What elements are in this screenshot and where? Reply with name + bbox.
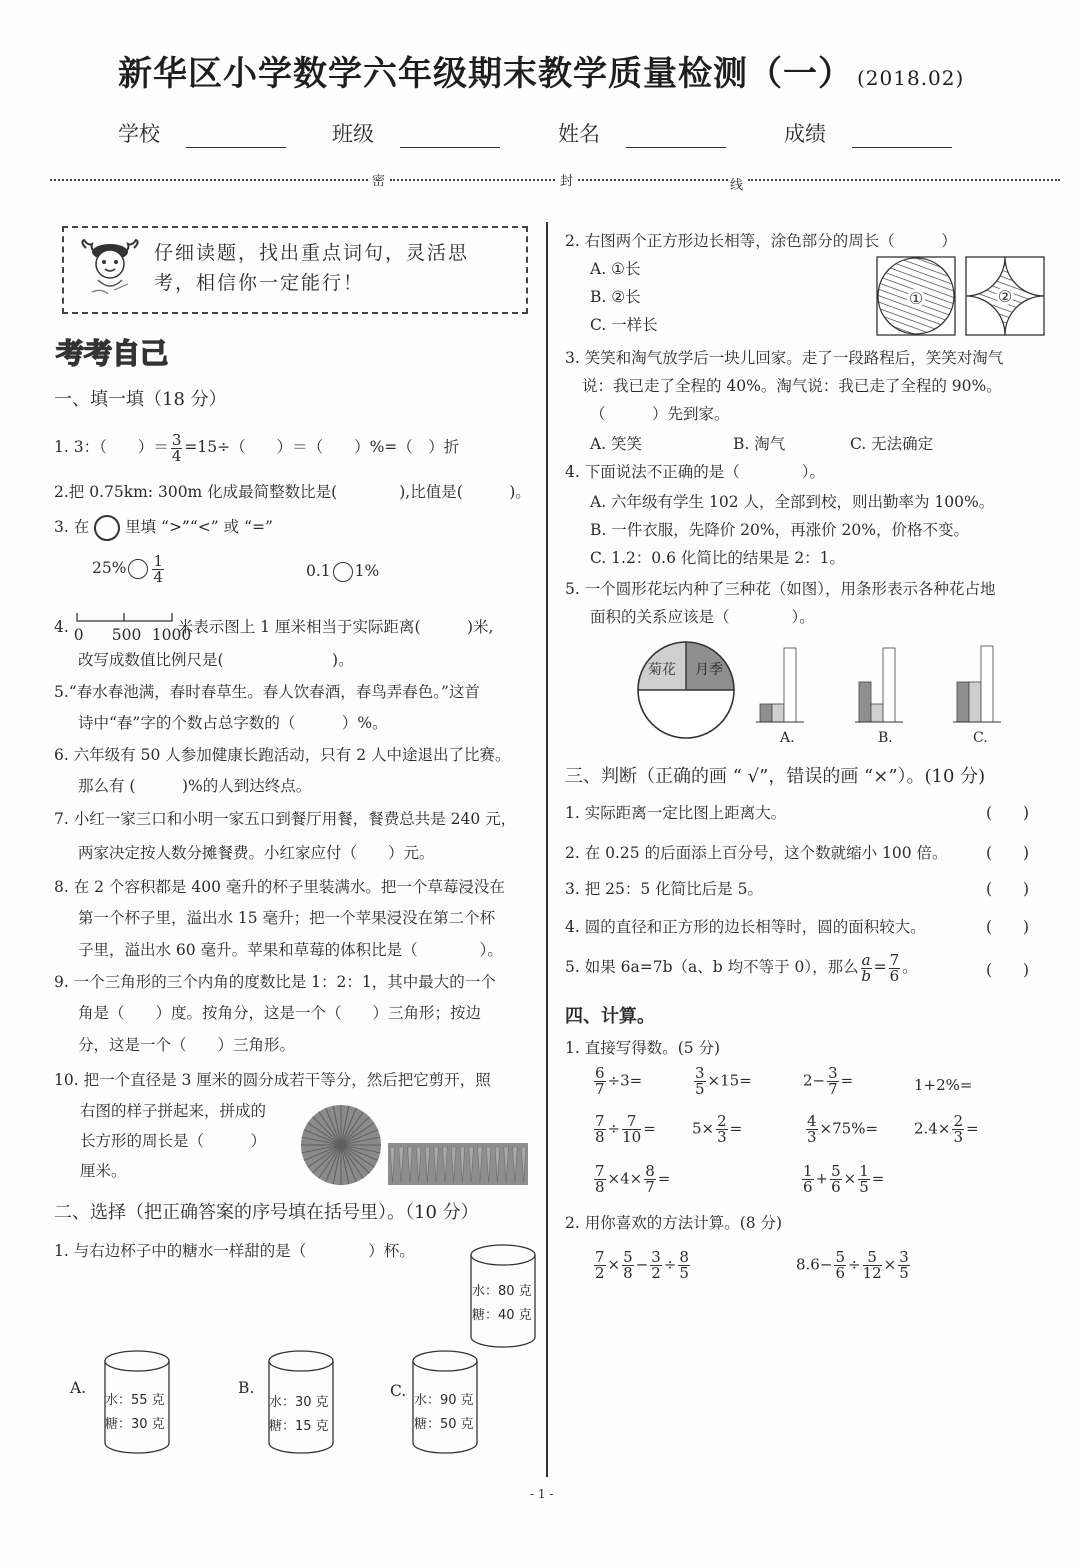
bar-third <box>981 646 993 722</box>
calc-text: = <box>657 1169 671 1188</box>
numerator: 3 <box>828 1064 838 1082</box>
dotted-line <box>390 179 555 181</box>
denominator: 4 <box>171 446 182 465</box>
s2-question-1: 1. 与右边杯子中的糖水一样甜的是（ ）杯。 <box>54 1242 415 1260</box>
rectangle-strip-figure <box>388 1143 528 1185</box>
bar-chrysanthemum <box>969 682 981 722</box>
ref-sugar: 糖：40 克 <box>472 1308 532 1323</box>
fraction <box>622 1250 634 1281</box>
judge-item: 4. 圆的直径和正方形的边长相等时，圆的面积较大。 <box>565 918 926 936</box>
fraction <box>644 1164 656 1195</box>
denominator: 5 <box>899 1264 909 1282</box>
tip-box <box>62 226 528 314</box>
girl-cartoon-icon <box>78 238 144 300</box>
seal-char: 密 <box>372 174 386 189</box>
numerator: 3 <box>171 430 182 449</box>
option[interactable]: A. ①长 <box>590 260 641 278</box>
s1-question-7: 7. 小红一家三口和小明一家五口到餐厅用餐，餐费总共是 240 元， <box>54 810 517 828</box>
cup-sugar: 糖：30 克 <box>105 1417 165 1432</box>
option[interactable]: C. 1.2：0.6 化简比的结果是 2：1。 <box>590 549 846 567</box>
denominator: b <box>861 966 871 985</box>
scale-tick-label: 500 <box>111 626 142 644</box>
denominator: 6 <box>835 1264 845 1282</box>
fraction <box>802 1164 814 1195</box>
option-label[interactable]: C. <box>973 730 988 746</box>
calc-subtitle: 1. 直接写得数。(5 分) <box>565 1039 721 1057</box>
option[interactable]: A. 六年级有学生 102 人，全部到校，则出勤率为 100%。 <box>590 493 995 511</box>
q-text: 1. 3：（ ）＝ <box>54 438 169 456</box>
numerator: 3 <box>651 1248 661 1266</box>
pie-label: 月季 <box>695 662 723 678</box>
calc-item <box>914 1114 979 1145</box>
numerator: 1 <box>153 551 163 570</box>
option-label[interactable]: C. <box>390 1382 407 1400</box>
numerator: 7 <box>595 1248 605 1266</box>
calc-item <box>800 1164 884 1195</box>
numerator: 8 <box>679 1248 689 1266</box>
q-text: 面积的关系应该是（ ）。 <box>590 608 815 626</box>
exam-date: (2018.02) <box>857 66 965 90</box>
fraction <box>861 950 872 985</box>
q-text: 米表示图上 1 厘米相当于实际距离( )米, <box>177 618 494 636</box>
denominator: 8 <box>623 1264 633 1282</box>
q-text: 子里，溢出水 60 毫升。苹果和草莓的体积比是（ ）。 <box>78 941 503 959</box>
numerator: 7 <box>595 1112 605 1130</box>
fraction <box>622 1114 641 1145</box>
denominator: 8 <box>595 1128 605 1146</box>
answer-paren[interactable]: ( ) <box>986 918 1030 936</box>
calc-item <box>592 1066 642 1097</box>
calc-item <box>804 1114 878 1145</box>
s1-question-10: 10. 把一个直径是 3 厘米的圆分成若干等分，然后把它剪开，照 <box>54 1071 491 1089</box>
value: 0.1 <box>306 562 331 580</box>
numerator: 1 <box>859 1162 869 1180</box>
bar-third <box>883 648 895 722</box>
answer-paren[interactable]: ( ) <box>986 844 1030 862</box>
fraction <box>171 430 183 465</box>
s2-question-3: 3. 笑笑和淘气放学后一块儿回家。走了一段路程后，笑笑对淘气 <box>565 349 1004 367</box>
ref-water: 水：80 克 <box>472 1284 532 1299</box>
operator: × <box>883 1255 897 1274</box>
field-name <box>558 118 726 148</box>
column-divider <box>546 222 548 1477</box>
judge-item: 2. 在 0.25 的后面添上百分号，这个数就缩小 100 倍。 <box>565 844 948 862</box>
circle-sectors-figure <box>300 1104 382 1186</box>
operator: − <box>635 1255 649 1274</box>
q-text: 诗中“春”字的个数占总字数的（ ）%。 <box>78 714 388 732</box>
numerator: 2 <box>717 1112 727 1130</box>
s2-question-2: 2. 右图两个正方形边长相等，涂色部分的周长（ ） <box>565 232 957 250</box>
denominator: 12 <box>862 1264 882 1282</box>
option-label[interactable]: B. <box>878 730 893 746</box>
s1-question-3 <box>54 512 273 542</box>
q-text: 分，这是一个（ ）三角形。 <box>78 1036 296 1054</box>
numerator: 4 <box>807 1112 817 1130</box>
numerator: 3 <box>899 1248 909 1266</box>
figure-label-2: ② <box>997 287 1013 306</box>
q-text: 说：我已走了全程的 40%。淘气说：我已走了全程的 90%。 <box>582 377 1002 395</box>
denominator: 7 <box>828 1080 838 1098</box>
banner-text: 考考自己 <box>56 337 169 370</box>
numerator: 5 <box>623 1248 633 1266</box>
fraction <box>594 1164 606 1195</box>
bar-option-b[interactable] <box>855 644 905 726</box>
dotted-line <box>578 179 728 181</box>
numerator: 5 <box>835 1248 845 1266</box>
pie-slice-third <box>638 690 734 738</box>
numerator: 2 <box>953 1112 963 1130</box>
denominator: 2 <box>651 1264 661 1282</box>
cup-water: 水：90 克 <box>414 1393 474 1408</box>
numerator: a <box>861 950 871 969</box>
page-title <box>118 46 964 95</box>
scale-bar <box>73 616 192 644</box>
field-school <box>118 118 286 148</box>
dotted-line <box>748 179 1060 181</box>
denominator: 3 <box>717 1128 727 1146</box>
s1-question-4 <box>54 612 493 642</box>
operator: ÷ <box>607 1119 621 1138</box>
calc-expression-1 <box>592 1250 692 1281</box>
numerator: 7 <box>889 950 900 969</box>
bar-chrysanthemum <box>871 704 883 722</box>
numerator: 8 <box>645 1162 655 1180</box>
denominator: 5 <box>679 1264 689 1282</box>
seal-char: 封 <box>560 174 574 189</box>
numerator: 7 <box>595 1162 605 1180</box>
q-text: 第一个杯子里，溢出水 15 毫升；把一个苹果浸没在第二个杯 <box>78 909 496 927</box>
option[interactable]: C. 无法确定 <box>850 435 934 453</box>
calc-text: = <box>871 1169 885 1188</box>
s1-question-9: 9. 一个三角形的三个内角的度数比是 1：2：1，其中最大的一个 <box>54 973 496 991</box>
s1-question-5: 5.“春水春池满，春时春草生。春人饮春酒，春鸟弄春色。”这首 <box>54 683 480 701</box>
operator: × <box>843 1169 857 1188</box>
scale-tick-label: 1000 <box>151 626 192 644</box>
section2-title: 二、选择（把正确答案的序号填在括号里）。（10 分） <box>54 1202 479 1223</box>
calc-text: = <box>729 1119 743 1138</box>
s1-question-6: 6. 六年级有 50 人参加健康长跑活动，只有 2 人中途退出了比赛。 <box>54 746 511 764</box>
field-score <box>784 118 952 148</box>
s2-question-5: 5. 一个圆形花坛内种了三种花（如图），用条形表示各种花占地 <box>565 580 996 598</box>
option-label[interactable]: A. <box>780 730 795 746</box>
fraction <box>827 1066 839 1097</box>
judge-item <box>565 952 918 984</box>
seal-line <box>50 170 1060 193</box>
seal-char: 线 <box>730 178 744 193</box>
calc-text: = <box>965 1119 979 1138</box>
fraction <box>898 1250 910 1281</box>
calc-text: ×75%= <box>819 1119 879 1138</box>
s1-question-8: 8. 在 2 个容积都是 400 毫升的杯子里装满水。把一个草莓浸没在 <box>54 878 505 896</box>
option[interactable]: B. 淘气 <box>733 435 786 453</box>
fraction <box>594 1114 606 1145</box>
fraction <box>650 1250 662 1281</box>
calc-item <box>592 1114 656 1145</box>
fraction <box>858 1164 870 1195</box>
cup-sugar: 糖：50 克 <box>414 1417 474 1432</box>
field-label: 成绩 <box>784 122 826 146</box>
section3-title: 三、判断（正确的画 “ √”，错误的画 “×”）。(10 分) <box>565 766 986 787</box>
calc-item <box>692 1066 752 1097</box>
bar-rose <box>859 682 871 722</box>
denominator: 2 <box>595 1264 605 1282</box>
section1-title: 一、填一填（18 分） <box>54 389 227 410</box>
denominator: 7 <box>595 1080 605 1098</box>
numerator: 5 <box>831 1162 841 1180</box>
compare-item-1 <box>92 553 166 585</box>
judge-item: 1. 实际距离一定比图上距离大。 <box>565 804 787 822</box>
bar-option-a[interactable] <box>756 644 806 726</box>
numerator: 3 <box>695 1064 705 1082</box>
operator: ÷ <box>663 1255 677 1274</box>
calc-expression-2 <box>796 1250 912 1281</box>
denominator: 3 <box>953 1128 963 1146</box>
operator: × <box>607 1255 621 1274</box>
cup-sugar: 糖：15 克 <box>269 1419 329 1434</box>
section-banner <box>54 335 184 371</box>
calc-text: ×15= <box>707 1071 752 1090</box>
section4-title: 四、计算。 <box>565 1006 655 1027</box>
judge-item: 3. 把 25：5 化简比后是 5。 <box>565 880 763 898</box>
fraction <box>678 1250 690 1281</box>
s2-question-4: 4. 下面说法不正确的是（ ）。 <box>565 463 825 481</box>
q-text: 厘米。 <box>80 1162 127 1180</box>
q-text: （ ）先到家。 <box>590 405 730 423</box>
q-text: 5. 如果 6a=7b（a、b 均不等于 0），那么 <box>565 958 859 976</box>
school-blank[interactable] <box>186 125 286 148</box>
numerator: 5 <box>863 1250 882 1266</box>
denominator: 8 <box>595 1178 605 1196</box>
denominator: 6 <box>803 1178 813 1196</box>
value: 25% <box>92 559 127 577</box>
q-text: 3. 在 <box>54 518 90 536</box>
bar-chrysanthemum <box>772 704 784 722</box>
operator: = <box>873 958 887 976</box>
figure-label-1: ① <box>908 289 924 308</box>
cup-water: 水：30 克 <box>269 1395 329 1410</box>
tip-text <box>154 238 469 298</box>
denominator: 3 <box>807 1128 817 1146</box>
name-blank[interactable] <box>626 125 726 148</box>
field-class <box>332 118 500 148</box>
calc-item: 1+2%= <box>914 1076 973 1094</box>
compare-circle-icon[interactable] <box>128 559 148 579</box>
option-label[interactable]: A. <box>70 1379 87 1397</box>
bar-third <box>784 648 796 722</box>
compare-item-2 <box>306 556 379 586</box>
calc-text: 2.4× <box>914 1119 951 1138</box>
calc-item <box>692 1114 742 1145</box>
bar-rose <box>957 682 969 722</box>
answer-paren[interactable]: ( ) <box>986 804 1030 822</box>
operator: ×4× <box>607 1169 643 1188</box>
fraction <box>834 1250 846 1281</box>
q-text: 里填 “>”“<” 或 “=” <box>125 518 273 536</box>
tip-line: 考，相信你一定能行！ <box>154 272 365 294</box>
fraction <box>889 950 901 985</box>
fraction <box>594 1066 606 1097</box>
tip-line: 仔细读题，找出重点词句，灵活思 <box>154 242 470 264</box>
operator: ÷ <box>847 1255 861 1274</box>
numerator: 1 <box>803 1162 813 1180</box>
calc-text: 8.6− <box>796 1255 833 1274</box>
field-label: 班级 <box>332 122 374 146</box>
cup-water: 水：55 克 <box>105 1393 165 1408</box>
numerator: 6 <box>595 1064 605 1082</box>
denominator: 7 <box>645 1178 655 1196</box>
calc-text: 2− <box>803 1071 826 1090</box>
calc-text: = <box>840 1071 854 1090</box>
q-number: 4. <box>54 618 69 636</box>
fraction <box>830 1164 842 1195</box>
bar-rose <box>760 704 772 722</box>
denominator: 5 <box>695 1080 705 1098</box>
calc-subtitle: 2. 用你喜欢的方法计算。(8 分) <box>565 1214 783 1232</box>
dotted-line <box>50 179 368 181</box>
score-blank[interactable] <box>852 125 952 148</box>
q-text: 改写成数值比例尺是( )。 <box>78 651 354 669</box>
q-text: 角是（ ）度。按角分，这是一个（ ）三角形；按边 <box>78 1004 482 1022</box>
answer-paren[interactable]: ( ) <box>986 880 1030 898</box>
squares-figure <box>876 256 1046 338</box>
q-text: =15÷（ ）＝（ ）%=（ ）折 <box>184 438 460 456</box>
option[interactable]: A. 笑笑 <box>590 435 643 453</box>
value: 1% <box>354 562 380 580</box>
operator: + <box>815 1169 829 1188</box>
option[interactable]: B. ②长 <box>590 288 641 306</box>
q-text: 右图的样子拼起来，拼成的 <box>80 1102 267 1120</box>
denominator: 5 <box>859 1178 869 1196</box>
page-number: - 1 - <box>530 1487 554 1501</box>
fraction <box>952 1114 964 1145</box>
s1-question-1 <box>54 432 459 464</box>
fraction <box>152 551 164 586</box>
flower-bed-pie <box>636 640 736 740</box>
title-text: 新华区小学数学六年级期末教学质量检测（一） <box>118 54 853 94</box>
calc-item <box>803 1066 853 1097</box>
option[interactable]: B. 一件衣服，先降价 20%，再涨价 20%，价格不变。 <box>590 521 970 539</box>
calc-text: = <box>643 1119 656 1138</box>
fraction <box>863 1250 882 1281</box>
bar-option-c[interactable] <box>953 644 1003 726</box>
q-text: 长方形的周长是（ ） <box>80 1132 267 1150</box>
calc-text: ÷3= <box>607 1071 643 1090</box>
s1-question-2: 2.把 0.75km: 300m 化成最简整数比是( ),比值是( )。 <box>54 483 531 501</box>
denominator: 6 <box>831 1178 841 1196</box>
numerator: 7 <box>622 1114 641 1130</box>
fraction <box>694 1066 706 1097</box>
denominator: 10 <box>622 1128 642 1146</box>
q-text: 两家决定按人数分摊餐费。小红家应付（ ）元。 <box>78 844 435 862</box>
q-text: 。 <box>902 958 918 976</box>
denominator: 4 <box>153 567 163 586</box>
calc-item <box>592 1164 670 1195</box>
scale-tick-label: 0 <box>73 626 84 644</box>
fraction <box>716 1114 728 1145</box>
field-label: 学校 <box>118 122 160 146</box>
fraction <box>806 1114 818 1145</box>
pie-label: 菊花 <box>648 662 676 678</box>
option-label[interactable]: B. <box>238 1379 255 1397</box>
compare-circle-icon[interactable] <box>333 562 353 582</box>
compare-circle-icon <box>94 515 120 541</box>
answer-paren[interactable]: ( ) <box>986 961 1030 979</box>
field-label: 姓名 <box>558 122 600 146</box>
denominator: 6 <box>889 966 900 985</box>
fraction <box>594 1250 606 1281</box>
class-blank[interactable] <box>400 125 500 148</box>
q-text: 那么有 ( )%的人到达终点。 <box>78 777 312 795</box>
option[interactable]: C. 一样长 <box>590 316 658 334</box>
calc-text: 5× <box>692 1119 715 1138</box>
